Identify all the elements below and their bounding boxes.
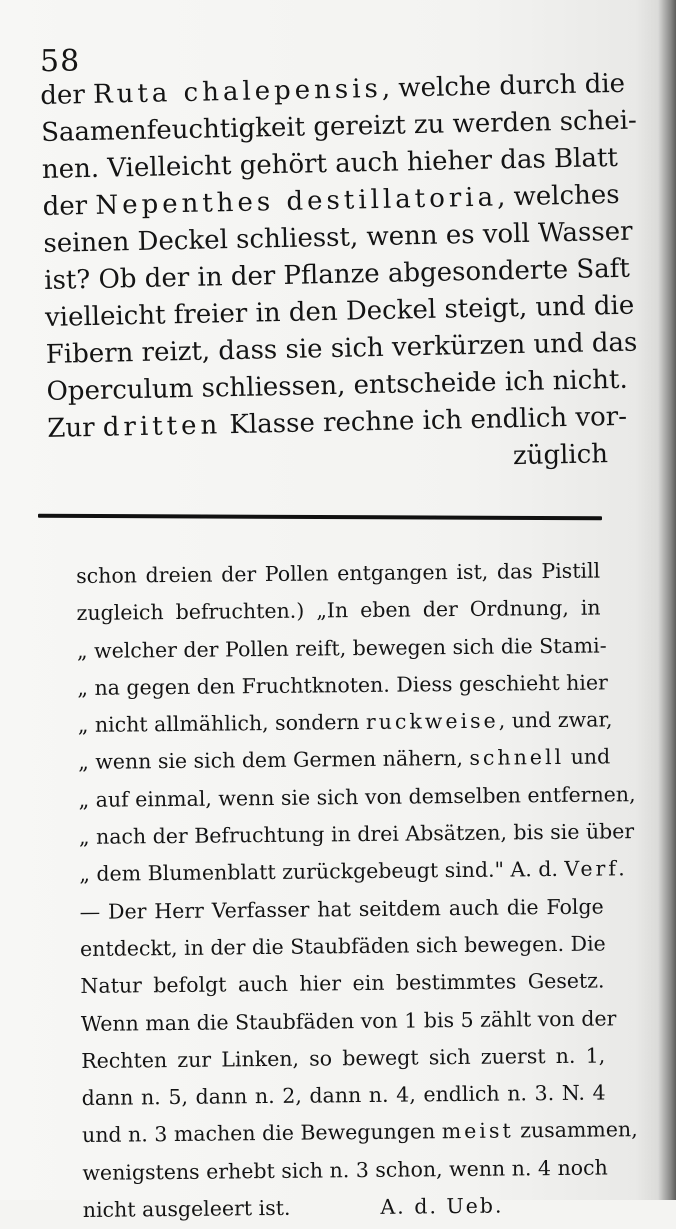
footnote-text: wenigstens erhebt sich n. 3 schon, wenn n. 4 noch [82, 1155, 608, 1185]
footnote-text: , und zwar, [498, 707, 613, 733]
page-number: 58 [40, 44, 81, 79]
footnote-line [80, 888, 604, 931]
footnote-spaced-text: schnell [469, 745, 565, 771]
footnote-text: Wenn man die Staubfäden von 1 bis 5 zählt von der [80, 1005, 617, 1036]
footnote-line [81, 1037, 605, 1080]
footnote-text: „ na gegen den Fruchtknoten. Diess geschieht hier [77, 670, 608, 700]
main-text: der [42, 190, 96, 222]
footnote-signature: A. d. Ueb. [380, 1193, 504, 1219]
footnote-line [82, 1149, 606, 1192]
footnote-text: „ dem Blumenblatt zurückgebeugt sind." A. d. [79, 857, 565, 887]
footnote-line [78, 739, 611, 782]
footnote-text: „ nach der Befruchtung in drei Absätzen, bis sie über [78, 819, 635, 850]
footnote-text: dann n. 5, dann n. 2, dann n. 4, endlich n. 3. N. 4 [81, 1080, 606, 1111]
page-edge-shadow [658, 0, 676, 1200]
main-text: der [40, 79, 94, 111]
footnote-line [77, 664, 608, 707]
main-text: Klasse rechne ich endlich vor- [220, 401, 628, 441]
footnote-text: schon dreien der Pollen entgangen ist, das Pistill [76, 558, 601, 588]
main-text: Fibern reizt, dass sie sich verkürzen und das [45, 327, 638, 370]
footnote-text: Natur befolgt auch hier ein bestimmtes Gesetz. [80, 968, 605, 999]
footnote-text: zugleich befruchten.) „In eben der Ordnung, in [76, 595, 601, 626]
main-spaced-text: Ruta chalepensis [92, 73, 383, 110]
footnote-line [76, 627, 607, 670]
footnote-line [81, 1075, 605, 1118]
footnote-block [76, 553, 638, 1229]
main-spaced-text: dritten [102, 410, 222, 443]
main-text: , welche durch die [381, 68, 626, 104]
footnote-line [77, 702, 613, 745]
main-text: ist? Ob der in der Pflanze abgesonderte Saft [43, 253, 631, 296]
footnote-text: — Der Herr Verfasser hat seitdem auch die Folge [79, 894, 604, 924]
footnote-line [79, 851, 628, 894]
footnote-text: zusammen, [513, 1117, 638, 1143]
main-text: Zur [47, 412, 104, 444]
footnote-text: „ welcher der Pollen reift, bewegen sich die Stami- [76, 633, 607, 663]
main-text-block [40, 66, 638, 485]
footnote-text: nicht ausgeleert ist. [82, 1195, 291, 1223]
footnote-spaced-text: Verf. [564, 856, 628, 882]
footnote-line [80, 963, 604, 1006]
catchword: züglich [512, 439, 609, 472]
footnote-line [81, 1112, 638, 1155]
footnote-text: und n. 3 machen die Bewegungen [81, 1119, 442, 1148]
footnote-text: und [563, 744, 611, 770]
footnote-line [76, 590, 600, 633]
main-text: Operculum schliessen, entscheide ich nicht. [46, 364, 629, 407]
footnote-spaced-text: meist [441, 1118, 514, 1144]
main-text: Saamenfeuchtigkeit gereizt zu werden schei- [40, 105, 638, 148]
footnote-spaced-text: ruckweise [365, 708, 499, 735]
main-text: nen. Vielleicht gehört auch hieher das Blatt [41, 142, 619, 185]
footnote-line [78, 814, 635, 857]
main-text: vielleicht freier in den Deckel steigt, und die [44, 290, 635, 333]
footnote-text: Rechten zur Linken, so bewegt sich zuerst n. 1, [81, 1043, 606, 1073]
footnote-text: „ nicht allmählich, sondern [77, 710, 367, 738]
footnote-divider [38, 514, 602, 520]
footnote-line [80, 925, 604, 968]
main-text: seinen Deckel schliesst, wenn es voll Wasser [43, 216, 633, 259]
footnote-text: „ auf einmal, wenn sie sich von demselben entfernen, [78, 781, 636, 812]
footnote-line [78, 776, 636, 819]
footnote-text: entdeckt, in der die Staubfäden sich bewegen. Die [79, 931, 606, 961]
footnote-line [80, 1000, 617, 1043]
footnote-line [76, 553, 600, 596]
main-text: , welches [496, 179, 620, 213]
footnote-last-line [83, 1187, 607, 1229]
main-spaced-text: Nepenthes destillatoria [95, 182, 498, 221]
footnote-text: „ wenn sie sich dem Germen nähern, [78, 746, 470, 775]
